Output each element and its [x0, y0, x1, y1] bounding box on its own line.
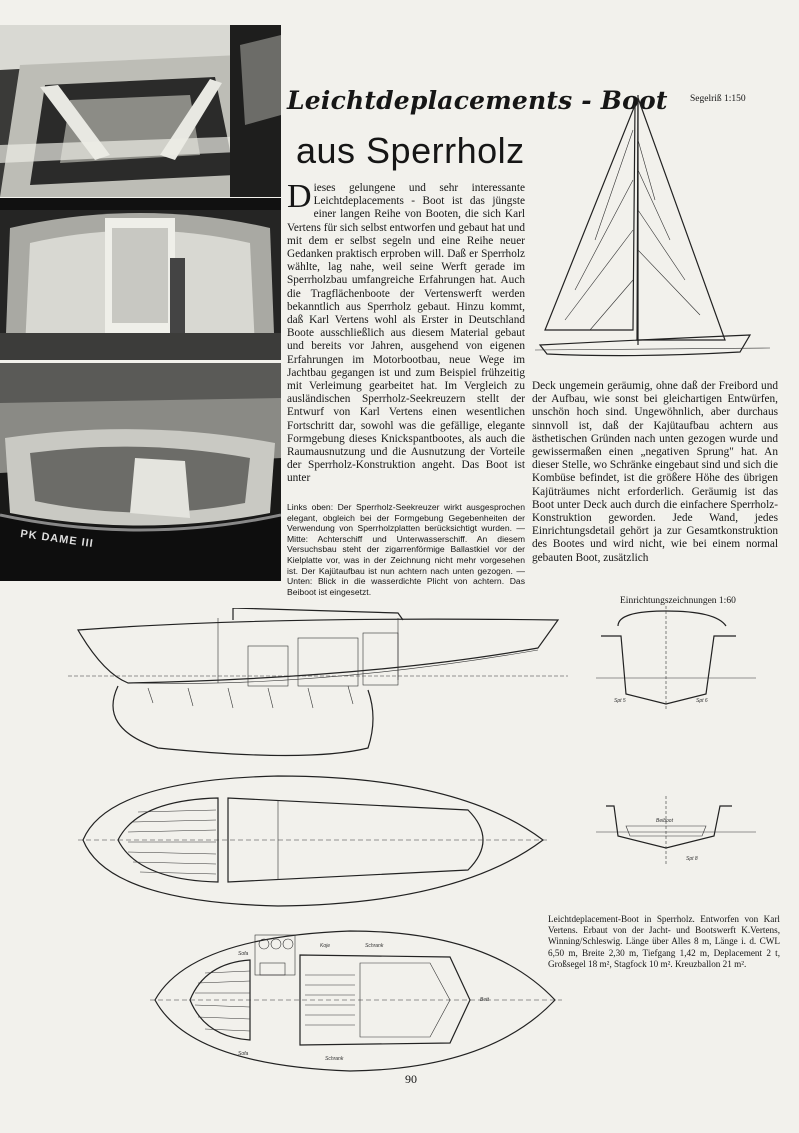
sail-plan-drawing: [535, 90, 775, 362]
plan-label-schrank-top: Schrank: [365, 943, 384, 949]
cross-section-lower: [596, 796, 756, 866]
interior-plan-drawing: [150, 925, 562, 1075]
plan-label-koje: Koje: [320, 943, 331, 949]
photo-caption: Links oben: Der Sperrholz-Seekreuzer wirkt ausgesprochen elegant, obgleich bei der Formgebung Gegebenheiten der Verwendung von Sperrholzplatten berücksichtigt wurden. — Mitte: Achterschiff und Unterwasserschiff. An diesem Versuchsbau steht der zigarrenförmige Ballastkiel vor der Kielplatte vor, was in der Zeichnung nicht mehr vorgesehen ist. Der Kajütaufbau ist nun achtern nach unten gezogen. — Unten: Blick in die wasserdichte Plicht von achtern. Das Beiboot ist eingesetzt.: [287, 502, 525, 597]
sail-plan-label: Segelriß 1:150: [690, 94, 746, 104]
interior-drawing-label: Einrichtungszeichnungen 1:60: [620, 596, 736, 606]
section-label-beiboot: Beiboot: [656, 818, 673, 824]
page-number: 90: [405, 1072, 417, 1086]
deck-plan-drawing: [78, 770, 548, 912]
drawing-caption: Leichtdeplacement-Boot in Sperrholz. Entworfen von Karl Vertens. Erbaut von der Jacht- und Bootswerft K.Vertens, Winning/Schleswig. Länge über Alles 8 m, Länge i. d. CWL 6,50 m, Breite 2,30 m, Tiefgang 1,42 m, Deplacement 2 t, Großsegel 18 m², Stagfock 10 m². Kreuzballon 21 m².: [548, 914, 780, 969]
plan-label-schrank-bottom: Schrank: [325, 1056, 344, 1062]
section-label-spt6: Spt 6: [696, 698, 708, 704]
article-column-2: Deck ungemein geräumig, ohne daß der Freibord und der Aufbau, wie sonst bei gleichartigen Entwürfen, unschön hoch sind. Ungewöhnlich, aber durchaus sinnvoll ist, daß der Kajütaufbau achtern aus ästhetischen Gründen nach unten gezogen wurde und gewissermaßen einen „negativen Sprung" hat. An dieser Stelle, wo Schränke eingebaut sind und sich die Kombüse befindet, ist die größere Höhe des übrigen Kajüträumes nicht erforderlich. Geräumig ist das Boot unter Deck auch durch die einfachere Sperrholz-Konstruktion geworden. Jede Wand, jedes Einrichtungsdetail gehört ja zur Gesamtkonstruktion des Bootes und wird nicht, wie bei einem normal gebauten Boot, zusätzlich: [532, 380, 778, 564]
plan-label-bett: Bett: [480, 997, 489, 1003]
plan-label-sofa-bottom: Sofa: [238, 1051, 249, 1057]
side-elevation-drawing: [68, 608, 568, 770]
photo-cockpit: [0, 363, 281, 581]
photo-deck-interior: [0, 25, 281, 197]
drop-cap: D: [287, 178, 312, 215]
article-column-1: [287, 178, 525, 486]
boat-name-on-hull: PK DAME III: [19, 527, 95, 551]
cross-section-upper: [596, 606, 756, 710]
plan-label-sofa-top: Sofa: [238, 951, 249, 957]
article-title: Leichtdeplacements - Boot: [287, 86, 668, 115]
column-1-text: ieses gelungene und sehr interessante Leichtdeplacements - Boot ist das jüngste einer langen Reihe von Booten, die sich Karl Vertens für sich selbst entworfen und gebaut hat und mit dem er selbst segeln und eine Reihe neuer Gedanken praktisch erproben will. Daß er Sperrholz wählte, lag nahe, weil seine Werft gerade im Sperrholzbau umfangreiche Erfahrungen hat. Auch die Tragflächenboote der Vertenswerft werden bekanntlich aus Sperrholz gebaut. Hinzu kommt, daß Karl Vertens wohl als Erster in Deutschland Boote ausschließlich aus diesem Material gebaut und bereits vor Jahren, ausgehend von eigenen Erfahrungen im Motorbootbau, neue Wege im Jachtbau gegangen ist und zum Beispiel frühzeitig mit Verleimung gearbeitet hat. Im Vergleich zu ausländischen Sperrholz-Seekreuzern stellt der Entwurf von Karl Vertens einen wesentlichen Fortschritt dar, sowohl was die gefällige, elegante Formgebung dieses Knickspantbootes, als auch die Raumausnutzung und die Ausnutzung der Vorteile der Sperrholz-Konstruktion angeht. Das Boot ist unter: [287, 182, 525, 485]
section-label-spt5: Spt 5: [614, 698, 626, 704]
photo-cabin: [0, 198, 281, 360]
section-label-spt8: Spt 8: [686, 856, 698, 862]
article-subtitle: aus Sperrholz: [296, 130, 525, 171]
